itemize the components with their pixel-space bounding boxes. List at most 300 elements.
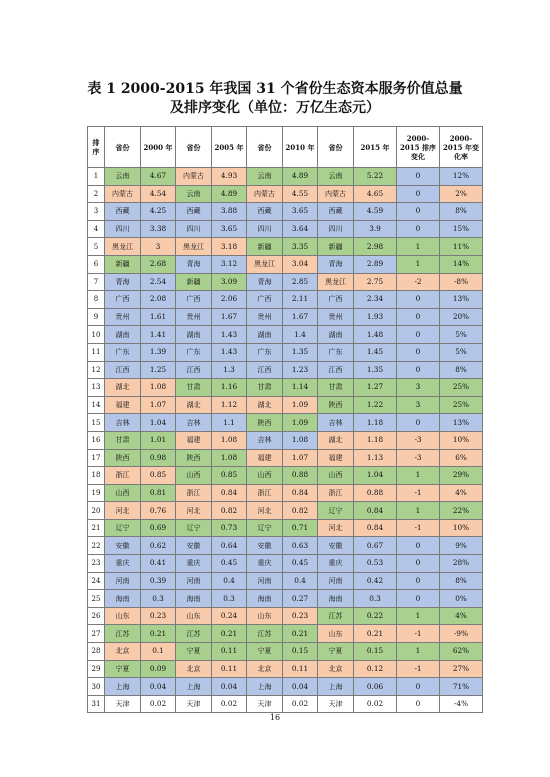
value-2015-cell: 0.22 bbox=[354, 607, 397, 625]
rank-cell: 28 bbox=[88, 643, 105, 661]
province-2015-cell: 上海 bbox=[318, 678, 354, 696]
province-2010-cell: 浙江 bbox=[247, 484, 283, 502]
province-2000-cell: 吉林 bbox=[105, 414, 141, 432]
table-row bbox=[88, 396, 483, 414]
value-2010-cell: 0.84 bbox=[283, 484, 318, 502]
province-2000-cell: 安徽 bbox=[105, 537, 141, 555]
value-2000-cell: 0.23 bbox=[141, 607, 176, 625]
value-2015-cell: 0.3 bbox=[354, 590, 397, 608]
rank-change-cell: 0 bbox=[397, 590, 440, 608]
value-2000-cell: 0.09 bbox=[141, 660, 176, 678]
value-2000-cell: 2.54 bbox=[141, 273, 176, 291]
province-2010-cell: 陕西 bbox=[247, 414, 283, 432]
province-2015-cell: 四川 bbox=[318, 220, 354, 238]
province-2015-cell: 西藏 bbox=[318, 203, 354, 221]
value-2005-cell: 1.1 bbox=[212, 414, 247, 432]
province-2005-cell: 宁夏 bbox=[176, 643, 212, 661]
rank-change-cell: 0 bbox=[397, 185, 440, 203]
rank-change-cell: 1 bbox=[397, 607, 440, 625]
province-2010-cell: 黑龙江 bbox=[247, 255, 283, 273]
value-2005-cell: 0.21 bbox=[212, 625, 247, 643]
province-2015-cell: 陕西 bbox=[318, 396, 354, 414]
province-2005-cell: 甘肃 bbox=[176, 379, 212, 397]
value-2015-cell: 0.88 bbox=[354, 484, 397, 502]
value-2010-cell: 0.23 bbox=[283, 607, 318, 625]
value-2000-cell: 3.38 bbox=[141, 220, 176, 238]
province-2000-cell: 辽宁 bbox=[105, 519, 141, 537]
province-2010-cell: 安徽 bbox=[247, 537, 283, 555]
rank-cell: 4 bbox=[88, 220, 105, 238]
rank-cell: 9 bbox=[88, 308, 105, 326]
table-row bbox=[88, 238, 483, 256]
province-2015-cell: 福建 bbox=[318, 449, 354, 467]
province-2005-cell: 贵州 bbox=[176, 308, 212, 326]
province-2015-cell: 黑龙江 bbox=[318, 273, 354, 291]
province-2010-cell: 河北 bbox=[247, 502, 283, 520]
value-2005-cell: 1.67 bbox=[212, 308, 247, 326]
rank-change-cell: 0 bbox=[397, 414, 440, 432]
province-2005-cell: 广东 bbox=[176, 343, 212, 361]
table-row bbox=[88, 361, 483, 379]
province-2005-cell: 海南 bbox=[176, 590, 212, 608]
province-2000-cell: 内蒙古 bbox=[105, 185, 141, 203]
province-2000-cell: 江苏 bbox=[105, 625, 141, 643]
value-2000-cell: 0.41 bbox=[141, 555, 176, 573]
value-2005-cell: 0.02 bbox=[212, 695, 247, 713]
value-2010-cell: 0.88 bbox=[283, 467, 318, 485]
value-2015-cell: 1.18 bbox=[354, 431, 397, 449]
rank-cell: 23 bbox=[88, 555, 105, 573]
header-rank: 排序 bbox=[88, 127, 105, 168]
province-2015-cell: 天津 bbox=[318, 695, 354, 713]
rank-cell: 1 bbox=[88, 168, 105, 186]
value-2000-cell: 0.39 bbox=[141, 572, 176, 590]
province-2015-cell: 内蒙古 bbox=[318, 185, 354, 203]
value-2005-cell: 1.08 bbox=[212, 449, 247, 467]
value-2010-cell: 1.07 bbox=[283, 449, 318, 467]
province-2005-cell: 内蒙古 bbox=[176, 168, 212, 186]
rank-change-cell: 0 bbox=[397, 203, 440, 221]
province-2005-cell: 浙江 bbox=[176, 484, 212, 502]
value-2000-cell: 0.1 bbox=[141, 643, 176, 661]
value-2000-cell: 1.25 bbox=[141, 361, 176, 379]
table-row bbox=[88, 220, 483, 238]
value-2000-cell: 0.81 bbox=[141, 484, 176, 502]
province-2005-cell: 湖北 bbox=[176, 396, 212, 414]
value-2015-cell: 2.34 bbox=[354, 291, 397, 309]
rank-cell: 19 bbox=[88, 484, 105, 502]
header-2015: 2015 年 bbox=[354, 127, 397, 168]
rank-cell: 29 bbox=[88, 660, 105, 678]
table-title-line-2: 及排序变化（单位：万亿生态元） bbox=[170, 100, 380, 116]
province-2010-cell: 河南 bbox=[247, 572, 283, 590]
value-2010-cell: 0.45 bbox=[283, 555, 318, 573]
value-2015-cell: 0.84 bbox=[354, 502, 397, 520]
value-2010-cell: 4.89 bbox=[283, 168, 318, 186]
province-2015-cell: 河南 bbox=[318, 572, 354, 590]
rank-change-cell: -3 bbox=[397, 431, 440, 449]
table-row bbox=[88, 291, 483, 309]
change-rate-cell: 13% bbox=[440, 291, 483, 309]
table-row bbox=[88, 168, 483, 186]
rank-cell: 2 bbox=[88, 185, 105, 203]
province-2010-cell: 西藏 bbox=[247, 203, 283, 221]
table-row bbox=[88, 519, 483, 537]
change-rate-cell: 71% bbox=[440, 678, 483, 696]
province-2000-cell: 福建 bbox=[105, 396, 141, 414]
value-2010-cell: 0.11 bbox=[283, 660, 318, 678]
province-2005-cell: 辽宁 bbox=[176, 519, 212, 537]
province-2005-cell: 江苏 bbox=[176, 625, 212, 643]
header-province-2000: 省份 bbox=[105, 127, 141, 168]
province-2000-cell: 陕西 bbox=[105, 449, 141, 467]
table-row bbox=[88, 414, 483, 432]
rank-cell: 11 bbox=[88, 343, 105, 361]
rank-cell: 16 bbox=[88, 431, 105, 449]
value-2005-cell: 0.11 bbox=[212, 660, 247, 678]
rank-change-cell: 0 bbox=[397, 678, 440, 696]
province-2010-cell: 湖北 bbox=[247, 396, 283, 414]
value-2000-cell: 1.61 bbox=[141, 308, 176, 326]
province-2005-cell: 江西 bbox=[176, 361, 212, 379]
province-2000-cell: 北京 bbox=[105, 643, 141, 661]
table-row bbox=[88, 308, 483, 326]
province-2000-cell: 河北 bbox=[105, 502, 141, 520]
value-2015-cell: 0.06 bbox=[354, 678, 397, 696]
table-row bbox=[88, 379, 483, 397]
table-row bbox=[88, 343, 483, 361]
header-province-2015: 省份 bbox=[318, 127, 354, 168]
province-2015-cell: 重庆 bbox=[318, 555, 354, 573]
province-2000-cell: 山东 bbox=[105, 607, 141, 625]
value-2015-cell: 4.59 bbox=[354, 203, 397, 221]
province-2010-cell: 天津 bbox=[247, 695, 283, 713]
rank-cell: 5 bbox=[88, 238, 105, 256]
table-row bbox=[88, 572, 483, 590]
province-2005-cell: 重庆 bbox=[176, 555, 212, 573]
table-row bbox=[88, 467, 483, 485]
province-2010-cell: 重庆 bbox=[247, 555, 283, 573]
change-rate-cell: 15% bbox=[440, 220, 483, 238]
province-2010-cell: 北京 bbox=[247, 660, 283, 678]
rank-cell: 17 bbox=[88, 449, 105, 467]
province-2010-cell: 江苏 bbox=[247, 625, 283, 643]
table-row bbox=[88, 484, 483, 502]
value-2005-cell: 0.82 bbox=[212, 502, 247, 520]
province-2000-cell: 广西 bbox=[105, 291, 141, 309]
province-2010-cell: 海南 bbox=[247, 590, 283, 608]
value-2015-cell: 1.04 bbox=[354, 467, 397, 485]
rank-cell: 13 bbox=[88, 379, 105, 397]
province-2000-cell: 上海 bbox=[105, 678, 141, 696]
rank-cell: 22 bbox=[88, 537, 105, 555]
table-row bbox=[88, 660, 483, 678]
province-2000-cell: 江西 bbox=[105, 361, 141, 379]
change-rate-cell: 0% bbox=[440, 590, 483, 608]
value-2005-cell: 0.85 bbox=[212, 467, 247, 485]
value-2005-cell: 0.73 bbox=[212, 519, 247, 537]
province-2015-cell: 河北 bbox=[318, 519, 354, 537]
value-2010-cell: 3.65 bbox=[283, 203, 318, 221]
value-2005-cell: 3.88 bbox=[212, 203, 247, 221]
province-2000-cell: 山西 bbox=[105, 484, 141, 502]
value-2015-cell: 1.22 bbox=[354, 396, 397, 414]
value-2000-cell: 1.01 bbox=[141, 431, 176, 449]
rank-change-cell: 1 bbox=[397, 255, 440, 273]
value-2005-cell: 0.4 bbox=[212, 572, 247, 590]
value-2005-cell: 1.16 bbox=[212, 379, 247, 397]
province-2010-cell: 福建 bbox=[247, 449, 283, 467]
change-rate-cell: 12% bbox=[440, 168, 483, 186]
change-rate-cell: 25% bbox=[440, 396, 483, 414]
province-2000-cell: 广东 bbox=[105, 343, 141, 361]
table-row bbox=[88, 537, 483, 555]
province-2005-cell: 青海 bbox=[176, 255, 212, 273]
rank-change-cell: 0 bbox=[397, 168, 440, 186]
header-2000: 2000 年 bbox=[141, 127, 176, 168]
ecological-capital-table bbox=[87, 126, 483, 713]
province-2005-cell: 上海 bbox=[176, 678, 212, 696]
province-2005-cell: 云南 bbox=[176, 185, 212, 203]
value-2010-cell: 1.67 bbox=[283, 308, 318, 326]
rank-change-cell: 0 bbox=[397, 361, 440, 379]
value-2010-cell: 0.63 bbox=[283, 537, 318, 555]
rank-change-cell: -2 bbox=[397, 273, 440, 291]
rank-cell: 26 bbox=[88, 607, 105, 625]
province-2015-cell: 辽宁 bbox=[318, 502, 354, 520]
rank-change-cell: 0 bbox=[397, 555, 440, 573]
table-row bbox=[88, 643, 483, 661]
province-2015-cell: 广东 bbox=[318, 343, 354, 361]
change-rate-cell: 5% bbox=[440, 326, 483, 344]
value-2000-cell: 4.25 bbox=[141, 203, 176, 221]
province-2015-cell: 吉林 bbox=[318, 414, 354, 432]
value-2015-cell: 1.93 bbox=[354, 308, 397, 326]
value-2015-cell: 1.45 bbox=[354, 343, 397, 361]
value-2015-cell: 1.18 bbox=[354, 414, 397, 432]
value-2015-cell: 0.67 bbox=[354, 537, 397, 555]
change-rate-cell: 22% bbox=[440, 502, 483, 520]
rank-change-cell: -1 bbox=[397, 519, 440, 537]
rank-change-cell: -1 bbox=[397, 484, 440, 502]
rank-cell: 6 bbox=[88, 255, 105, 273]
province-2015-cell: 山西 bbox=[318, 467, 354, 485]
table-row bbox=[88, 502, 483, 520]
province-2000-cell: 重庆 bbox=[105, 555, 141, 573]
value-2000-cell: 0.21 bbox=[141, 625, 176, 643]
value-2005-cell: 4.93 bbox=[212, 168, 247, 186]
rank-cell: 25 bbox=[88, 590, 105, 608]
value-2010-cell: 3.35 bbox=[283, 238, 318, 256]
province-2000-cell: 西藏 bbox=[105, 203, 141, 221]
rank-change-cell: 0 bbox=[397, 695, 440, 713]
value-2015-cell: 1.13 bbox=[354, 449, 397, 467]
province-2015-cell: 云南 bbox=[318, 168, 354, 186]
province-2000-cell: 甘肃 bbox=[105, 431, 141, 449]
province-2010-cell: 云南 bbox=[247, 168, 283, 186]
rank-cell: 3 bbox=[88, 203, 105, 221]
province-2010-cell: 上海 bbox=[247, 678, 283, 696]
value-2010-cell: 1.09 bbox=[283, 414, 318, 432]
value-2005-cell: 3.09 bbox=[212, 273, 247, 291]
province-2015-cell: 海南 bbox=[318, 590, 354, 608]
value-2010-cell: 0.27 bbox=[283, 590, 318, 608]
province-2015-cell: 青海 bbox=[318, 255, 354, 273]
change-rate-cell: 13% bbox=[440, 414, 483, 432]
value-2015-cell: 2.98 bbox=[354, 238, 397, 256]
value-2000-cell: 0.69 bbox=[141, 519, 176, 537]
rank-change-cell: -1 bbox=[397, 660, 440, 678]
value-2015-cell: 2.89 bbox=[354, 255, 397, 273]
province-2005-cell: 西藏 bbox=[176, 203, 212, 221]
table-header-row bbox=[88, 127, 483, 168]
value-2005-cell: 1.12 bbox=[212, 396, 247, 414]
value-2010-cell: 0.02 bbox=[283, 695, 318, 713]
rank-change-cell: 0 bbox=[397, 308, 440, 326]
rank-change-cell: 3 bbox=[397, 396, 440, 414]
province-2005-cell: 河北 bbox=[176, 502, 212, 520]
value-2000-cell: 1.04 bbox=[141, 414, 176, 432]
rank-change-cell: -3 bbox=[397, 449, 440, 467]
province-2010-cell: 广东 bbox=[247, 343, 283, 361]
change-rate-cell: 11% bbox=[440, 238, 483, 256]
province-2015-cell: 山东 bbox=[318, 625, 354, 643]
province-2000-cell: 海南 bbox=[105, 590, 141, 608]
value-2005-cell: 1.43 bbox=[212, 343, 247, 361]
change-rate-cell: 10% bbox=[440, 431, 483, 449]
province-2015-cell: 湖南 bbox=[318, 326, 354, 344]
value-2000-cell: 0.04 bbox=[141, 678, 176, 696]
value-2015-cell: 0.02 bbox=[354, 695, 397, 713]
change-rate-cell: 2% bbox=[440, 185, 483, 203]
change-rate-cell: 5% bbox=[440, 343, 483, 361]
province-2015-cell: 新疆 bbox=[318, 238, 354, 256]
province-2015-cell: 浙江 bbox=[318, 484, 354, 502]
change-rate-cell: -9% bbox=[440, 625, 483, 643]
value-2015-cell: 3.9 bbox=[354, 220, 397, 238]
change-rate-cell: 8% bbox=[440, 203, 483, 221]
rank-cell: 18 bbox=[88, 467, 105, 485]
province-2005-cell: 北京 bbox=[176, 660, 212, 678]
value-2015-cell: 5.22 bbox=[354, 168, 397, 186]
province-2010-cell: 内蒙古 bbox=[247, 185, 283, 203]
header-2010: 2010 年 bbox=[283, 127, 318, 168]
value-2010-cell: 0.82 bbox=[283, 502, 318, 520]
value-2010-cell: 0.15 bbox=[283, 643, 318, 661]
rank-cell: 15 bbox=[88, 414, 105, 432]
value-2015-cell: 0.12 bbox=[354, 660, 397, 678]
province-2010-cell: 广西 bbox=[247, 291, 283, 309]
value-2010-cell: 1.08 bbox=[283, 431, 318, 449]
province-2010-cell: 青海 bbox=[247, 273, 283, 291]
province-2005-cell: 河南 bbox=[176, 572, 212, 590]
value-2010-cell: 1.14 bbox=[283, 379, 318, 397]
province-2000-cell: 河南 bbox=[105, 572, 141, 590]
header-province-2010: 省份 bbox=[247, 127, 283, 168]
province-2005-cell: 新疆 bbox=[176, 273, 212, 291]
value-2005-cell: 0.84 bbox=[212, 484, 247, 502]
province-2015-cell: 湖北 bbox=[318, 431, 354, 449]
value-2015-cell: 4.65 bbox=[354, 185, 397, 203]
table-row bbox=[88, 449, 483, 467]
province-2000-cell: 云南 bbox=[105, 168, 141, 186]
change-rate-cell: 8% bbox=[440, 572, 483, 590]
rank-change-cell: 1 bbox=[397, 502, 440, 520]
rank-change-cell: 0 bbox=[397, 537, 440, 555]
table-row bbox=[88, 678, 483, 696]
rank-change-cell: 3 bbox=[397, 379, 440, 397]
province-2010-cell: 新疆 bbox=[247, 238, 283, 256]
value-2010-cell: 0.21 bbox=[283, 625, 318, 643]
value-2000-cell: 2.08 bbox=[141, 291, 176, 309]
value-2010-cell: 4.55 bbox=[283, 185, 318, 203]
value-2000-cell: 0.62 bbox=[141, 537, 176, 555]
rank-cell: 31 bbox=[88, 695, 105, 713]
province-2005-cell: 安徽 bbox=[176, 537, 212, 555]
province-2010-cell: 湖南 bbox=[247, 326, 283, 344]
province-2010-cell: 吉林 bbox=[247, 431, 283, 449]
province-2000-cell: 四川 bbox=[105, 220, 141, 238]
province-2010-cell: 甘肃 bbox=[247, 379, 283, 397]
value-2010-cell: 2.85 bbox=[283, 273, 318, 291]
change-rate-cell: -8% bbox=[440, 273, 483, 291]
value-2010-cell: 1.23 bbox=[283, 361, 318, 379]
value-2005-cell: 1.3 bbox=[212, 361, 247, 379]
province-2005-cell: 湖南 bbox=[176, 326, 212, 344]
change-rate-cell: 29% bbox=[440, 467, 483, 485]
value-2000-cell: 0.02 bbox=[141, 695, 176, 713]
rank-cell: 12 bbox=[88, 361, 105, 379]
value-2015-cell: 0.21 bbox=[354, 625, 397, 643]
province-2015-cell: 贵州 bbox=[318, 308, 354, 326]
rank-cell: 8 bbox=[88, 291, 105, 309]
value-2000-cell: 4.67 bbox=[141, 168, 176, 186]
value-2000-cell: 0.3 bbox=[141, 590, 176, 608]
value-2000-cell: 0.76 bbox=[141, 502, 176, 520]
value-2010-cell: 0.71 bbox=[283, 519, 318, 537]
value-2005-cell: 0.64 bbox=[212, 537, 247, 555]
province-2005-cell: 黑龙江 bbox=[176, 238, 212, 256]
rank-change-cell: 1 bbox=[397, 238, 440, 256]
rank-change-cell: 0 bbox=[397, 572, 440, 590]
value-2005-cell: 2.06 bbox=[212, 291, 247, 309]
change-rate-cell: 6% bbox=[440, 449, 483, 467]
province-2000-cell: 湖南 bbox=[105, 326, 141, 344]
value-2000-cell: 0.85 bbox=[141, 467, 176, 485]
province-2000-cell: 浙江 bbox=[105, 467, 141, 485]
change-rate-cell: 28% bbox=[440, 555, 483, 573]
value-2005-cell: 0.24 bbox=[212, 607, 247, 625]
province-2005-cell: 陕西 bbox=[176, 449, 212, 467]
header-rank-change: 2000-2015 排序变化 bbox=[397, 127, 440, 168]
value-2005-cell: 0.04 bbox=[212, 678, 247, 696]
value-2005-cell: 0.11 bbox=[212, 643, 247, 661]
value-2015-cell: 0.53 bbox=[354, 555, 397, 573]
value-2000-cell: 3 bbox=[141, 238, 176, 256]
province-2010-cell: 宁夏 bbox=[247, 643, 283, 661]
value-2015-cell: 0.15 bbox=[354, 643, 397, 661]
province-2015-cell: 甘肃 bbox=[318, 379, 354, 397]
change-rate-cell: 27% bbox=[440, 660, 483, 678]
value-2010-cell: 2.11 bbox=[283, 291, 318, 309]
value-2000-cell: 2.68 bbox=[141, 255, 176, 273]
rank-change-cell: 0 bbox=[397, 291, 440, 309]
province-2015-cell: 北京 bbox=[318, 660, 354, 678]
table-row bbox=[88, 326, 483, 344]
change-rate-cell: 14% bbox=[440, 255, 483, 273]
value-2005-cell: 3.18 bbox=[212, 238, 247, 256]
province-2015-cell: 江苏 bbox=[318, 607, 354, 625]
